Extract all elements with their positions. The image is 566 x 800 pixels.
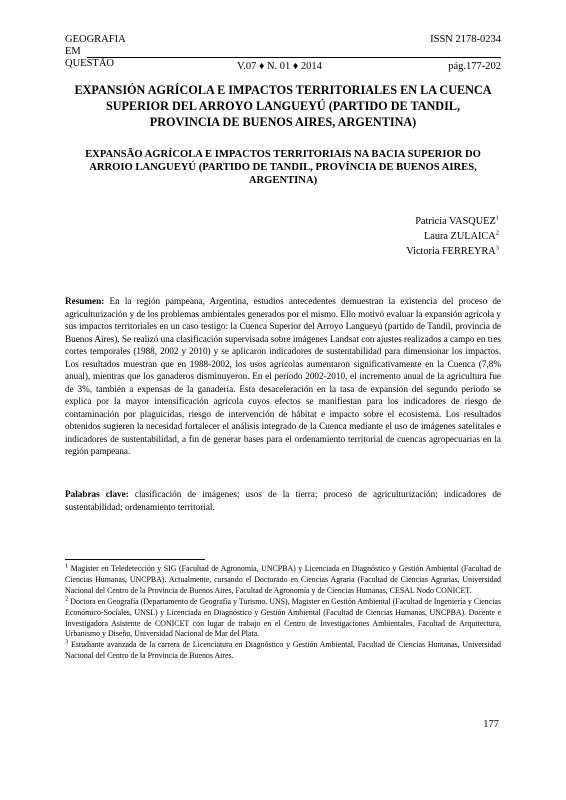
keywords [65,488,501,513]
title-spanish: EXPANSIÓN AGRÍCOLA E IMPACTOS TERRITORIALES EN LA CUENCA SUPERIOR DEL ARROYO LANGUEYÚ (PARTIDO DE TANDIL, PROVINCIA DE BUENOS AIRES, ARGENTINA) [74,83,492,129]
keywords-text: clasificación de imágenes; usos de la tierra; proceso de agriculturización; indicadores de sustentabilidad; ordenamiento territorial. [65,489,501,512]
author [406,244,499,259]
footnote-mark[interactable]: 2 [495,229,499,237]
abstract-label: Resumen: [65,296,105,306]
journal-name-line1: GEOGRAFIA [65,34,126,45]
author [406,214,499,229]
issn: ISSN 2178-0234 [430,34,501,45]
footnote [65,564,501,597]
footnote [65,640,501,662]
footnotes [65,564,501,662]
footnote-text: Magister en Teledetección y SIG (Facultad de Agronomía, UNCPBA) y Licenciada en Diagnóstico y Gestión Ambiental (Facultad de Ciencias Humanas, UNCPBA). Actualmente, cursando el Doctorado en Ciencias Agraria (Facultad de Ciencias Agrarias, Universidad Nacional del Centro de la Provincia de Buenos Aires, Facultad de Agronomía y de Ciencias Humanas, CESAL Nodo CONICET. [65,564,501,595]
footnote-mark[interactable]: 3 [495,244,499,252]
footnote-separator [65,559,205,560]
abstract [65,295,501,458]
author-name: Laura ZULAICA [423,231,496,242]
footnote-text: Estudiante avanzada de la carrera de Licenciatura en Diagnóstico y Gestión Ambiental, Facultad de Ciencias Humanas, Universidad Nacional del Centro de la Provincia de Buenos Aires. [65,640,501,661]
author-name: Patricia VASQUEZ [415,216,496,227]
footnote-number: 3 [65,638,69,646]
header-rule [87,57,501,58]
abstract-text: En la región pampeana, Argentina, estudios antecedentes demuestran la existencia del proceso de agriculturización y de los problemas ambientales generados por el mismo. Ello motivó evaluar la expansión agrícola y sus impactos territoriales en un caso testigo: la Cuenca Superior del Arroyo Langueyú (partido de Tandil, provincia de Buenos Aires). Se realizó una clasificación supervisada sobre imágenes Landsat con ajustes realizados a campo en tres cortes temporales (1988, 2002 y 2010) y se aplicaron indicadores de sustentabilidad para dimensionar los impactos. Los resultados muestran que en 1988-2002, los usos agrícolas aumentaron significativamente en la Cuenca (7,8% anual), mientras que los ganaderos disminuyeron. En el período 2002-2010, el incremento anual de la agricultura fue de 3%, también a expensas de la ganadería. Esta desaceleración en la tasa de expansión del segundo período se explica por la mayor intensificación agrícola cuyos efectos se manifiestan para los indicadores de riesgo de contaminación por plaguicidas, riesgo de intervención de hábitat e impacto sobre el ecosistema. Los resultados obtenidos sugieren la necesidad fortalecer el análisis integrado de la Cuenca mediante el uso de imágenes satelitales e indicadores de sustentabilidad, a fin de generar bases para el ordenamiento territorial de cuencas agropecuarias en la región pampeana. [65,296,502,456]
author-list [406,214,499,259]
journal-name-line3: QUESTÃO [65,58,114,69]
footnote-number: 1 [65,562,69,570]
footnote-text: Doctora en Geografía (Departamento de Geografía y Turismo, UNS), Magister en Gestión Ambiental (Facultad de Ingeniería y Ciencias Económico-Sociales, UNSL) y Licenciada en Diagnóstico y Gestión Ambiental (Facultad de Ciencias Humanas, UNCPBA). Docente e Investigadora Asistente de CONICET con lugar de trabajo en el Centro de Investigaciones Ambientales, Facultad de Arquitectura, Urbanismo y Diseño, Universidad Nacional de Mar del Plata. [65,596,501,639]
keywords-label: Palabras clave: [65,489,129,499]
volume-info: V.07 ♦ N. 01 ♦ 2014 [237,61,322,72]
footnote-number: 2 [65,595,69,603]
footnote [65,597,501,641]
footnote-mark[interactable]: 1 [495,214,499,222]
page-range: pág.177-202 [448,61,501,72]
author [406,229,499,244]
journal-name [65,34,126,70]
page-number: 177 [483,719,499,730]
journal-name-line2: EM [65,46,81,57]
title-portuguese: EXPANSÃO AGRÍCOLA E IMPACTOS TERRITORIAIS NA BACIA SUPERIOR DO ARROIO LANGUEYÚ (PARTIDO DE TANDIL, PROVÍNCIA DE BUENOS AIRES, ARGENTINA) [85,149,481,186]
author-name: Victoria FERREYRA [406,246,496,257]
